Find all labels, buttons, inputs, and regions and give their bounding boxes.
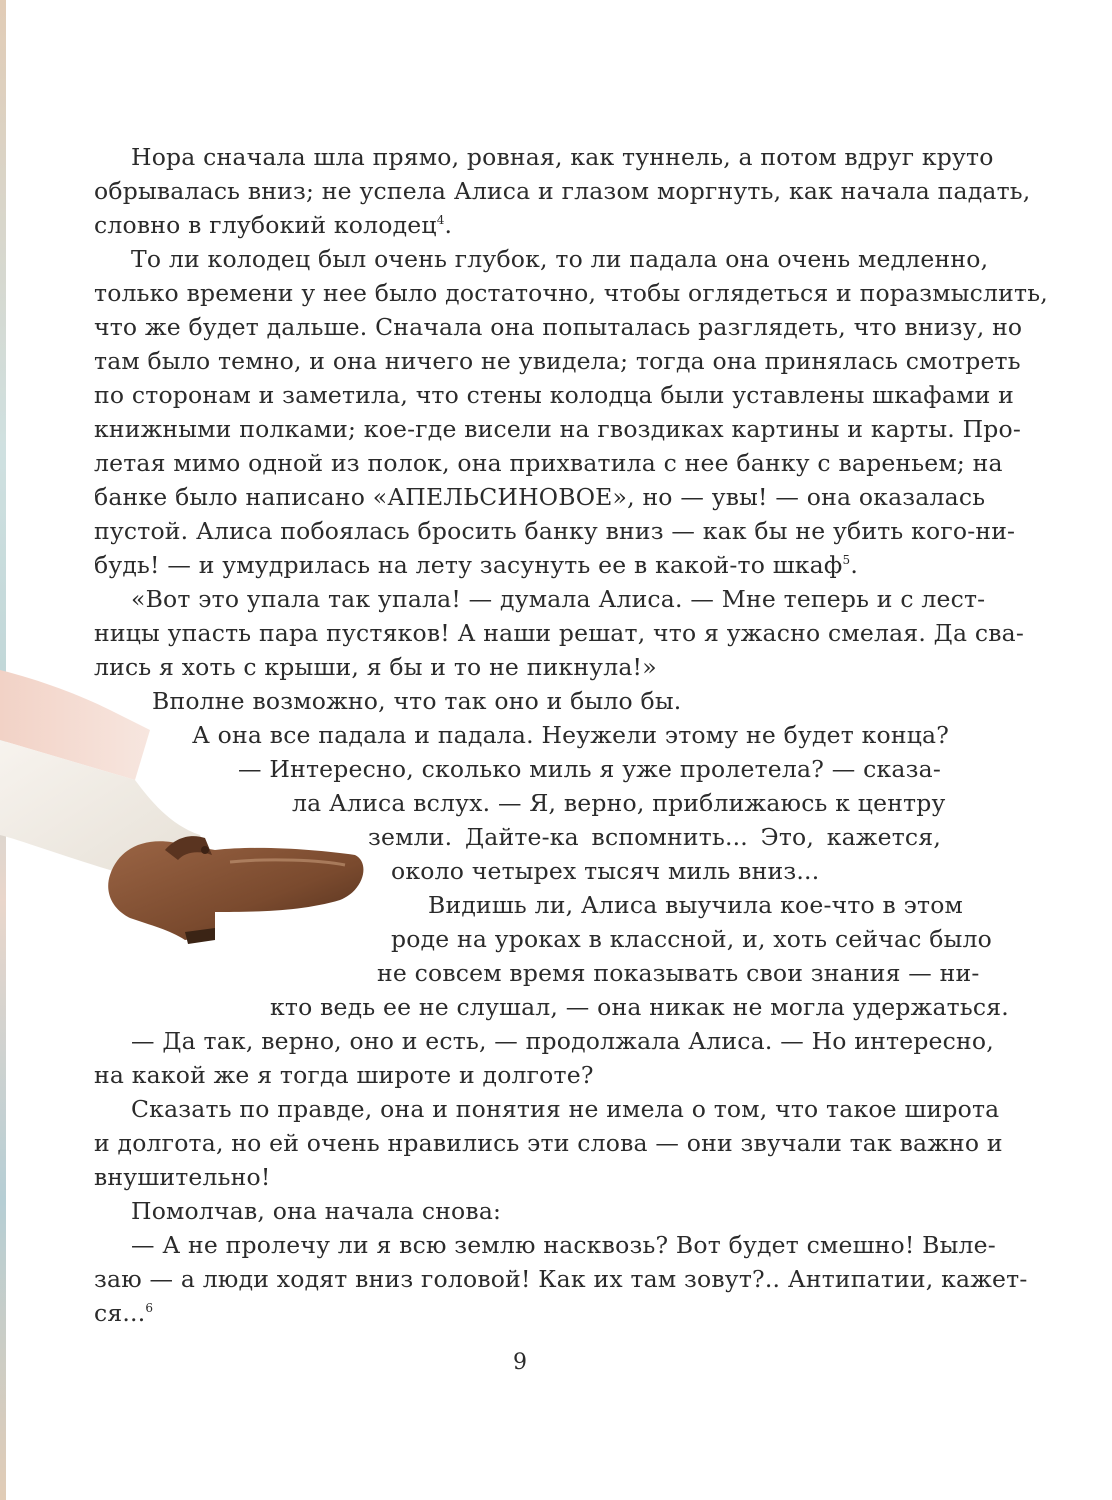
shoe-shape (108, 841, 363, 940)
footnote-ref[interactable]: 4 (436, 213, 445, 228)
text-line: книжными полками; кое-где висели на гвоздиках картины и карты. Про- (94, 415, 1022, 443)
text-line: Помолчав, она начала снова: (131, 1197, 502, 1225)
text-line: пустой. Алиса побоялась бросить банку вниз — как бы не убить кого-ни- (94, 517, 1016, 545)
text-line: внушительно! (94, 1163, 271, 1191)
footnote-ref[interactable]: 6 (145, 1301, 154, 1316)
text-line: только времени у нее было достаточно, чтобы оглядеться и поразмыслить, (94, 279, 1048, 307)
text-line: около четырех тысяч миль вниз... (391, 857, 820, 885)
text-line: земли. Дайте-ка вспомнить... Это, кажется, (368, 823, 941, 851)
text-line: летая мимо одной из полок, она прихватила с нее банку с вареньем; на (94, 449, 1003, 477)
text-line: То ли колодец был очень глубок, то ли падала она очень медленно, (131, 245, 989, 273)
text-line: словно в глубокий колодец$^4$. (94, 211, 453, 239)
text-line: ся...$^6$ (94, 1299, 154, 1327)
text-line: заю — а люди ходят вниз головой! Как их там зовут?.. Антипатии, кажет- (94, 1265, 1028, 1293)
text-line: ницы упасть пара пустяков! А наши решат, что я ужасно смелая. Да сва- (94, 619, 1024, 647)
footnote-ref[interactable]: 5 (842, 553, 851, 568)
text-line: кто ведь ее не слушал, — она никак не могла удержаться. (270, 993, 1009, 1021)
text-line: обрывалась вниз; не успела Алиса и глазом моргнуть, как начала падать, (94, 177, 1031, 205)
text-line: ла Алиса вслух. — Я, верно, приближаюсь к центру (292, 789, 946, 817)
text-line: Нора сначала шла прямо, ровная, как туннель, а потом вдруг круто (131, 143, 994, 171)
text-line: Вполне возможно, что так оно и было бы. (152, 687, 682, 715)
text-line: роде на уроках в классной, и, хоть сейчас было (391, 925, 992, 953)
text-line: Сказать по правде, она и понятия не имела о том, что такое широта (131, 1095, 1000, 1123)
text-line: Видишь ли, Алиса выучила кое-что в этом (428, 891, 964, 919)
text-line: банке было написано «АПЕЛЬСИНОВОЕ», но — увы! — она оказалась (94, 483, 986, 511)
text-line: — Да так, верно, оно и есть, — продолжала Алиса. — Но интересно, (131, 1027, 994, 1055)
text-line: по сторонам и заметила, что стены колодца были уставлены шкафами и (94, 381, 1014, 409)
text-line: на какой же я тогда широте и долготе? (94, 1061, 594, 1089)
text-line: — Интересно, сколько миль я уже пролетела? — сказа- (238, 755, 941, 783)
text-line: и долгота, но ей очень нравились эти слова — они звучали так важно и (94, 1129, 1003, 1157)
text-line: не совсем время показывать свои знания — ни- (377, 959, 980, 987)
text-line: А она все падала и падала. Неужели этому не будет конца? (192, 721, 950, 749)
text-line: там было темно, и она ничего не увидела; тогда она принялась смотреть (94, 347, 1021, 375)
text-line: «Вот это упала так упала! — думала Алиса. — Мне теперь и с лест- (131, 585, 986, 613)
shoe-buttons (201, 846, 209, 854)
text-line: лись я хоть с крыши, я бы и то не пикнула!» (94, 653, 657, 681)
text-line: что же будет дальше. Сначала она попыталась разглядеть, что внизу, но (94, 313, 1023, 341)
text-line: — А не пролечу ли я всю землю насквозь? Вот будет смешно! Выле- (131, 1231, 996, 1259)
text-line: будь! — и умудрилась на лету засунуть ее в какой-то шкаф$^5$. (94, 551, 858, 579)
page-number: 9 (513, 1350, 527, 1375)
